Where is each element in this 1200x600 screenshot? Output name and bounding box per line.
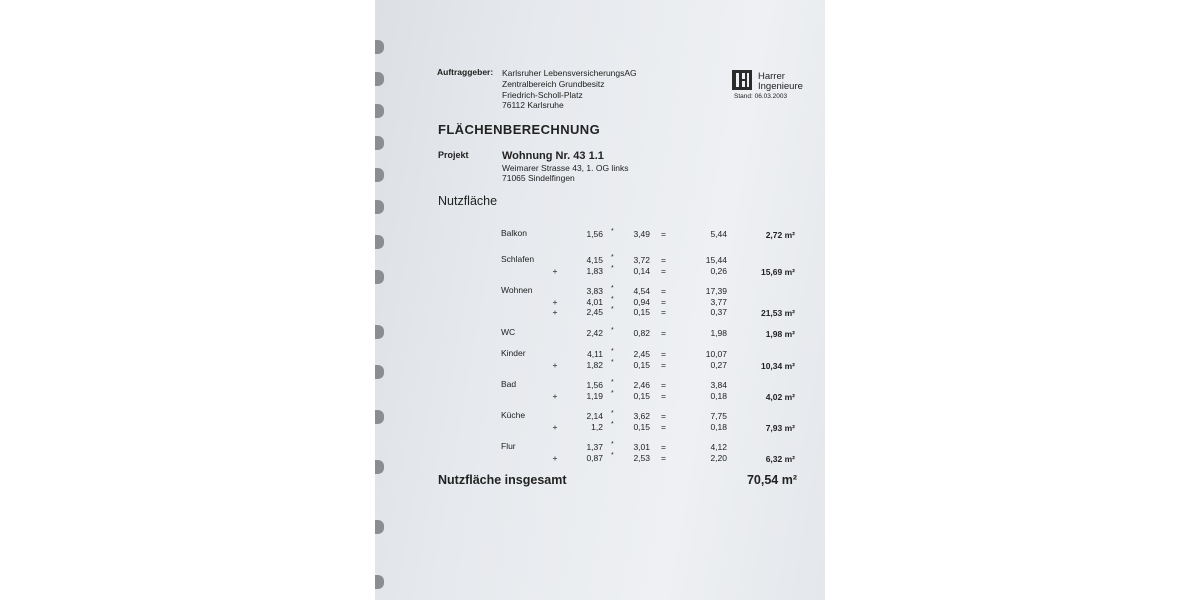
room-a-cell: 1,56 — [586, 229, 603, 239]
total-label: Nutzfläche insgesamt — [438, 473, 567, 487]
room-op-cell: * — [611, 410, 614, 417]
room-op-cell: * — [611, 285, 614, 292]
room-total: 10,34 m² — [760, 360, 795, 371]
room-a-cell: 4,01 — [586, 296, 603, 307]
project-label: Projekt — [438, 150, 469, 160]
room-name: Schlafen — [501, 254, 535, 264]
room-product-cell: 1,98 — [710, 328, 727, 338]
document-page — [375, 0, 825, 600]
room-eq-cell: = — [661, 328, 666, 338]
binder-hole — [375, 410, 384, 424]
room-product-cell: 4,12 — [710, 442, 727, 452]
total-value: 70,54 m² — [746, 473, 797, 487]
room-b-cell: 3,62 — [633, 411, 650, 421]
room-a-cell: 1,82 — [586, 359, 603, 370]
room-op-cell: * — [611, 379, 614, 386]
room-b-cell: 3,72 — [633, 255, 650, 265]
room-product-cell: 7,75 — [710, 411, 727, 421]
room-b-cell: 3,01 — [633, 442, 650, 452]
room-plus-cell: + — [552, 359, 558, 370]
room-a-cell: 3,83 — [586, 286, 603, 296]
room-total: 2,72 m² — [765, 230, 795, 240]
client-line: Friedrich-Scholl-Platz — [502, 90, 583, 100]
room-b-cell: 0,82 — [633, 328, 650, 338]
room-product-cell: 0,26 — [710, 265, 727, 276]
room-op-cell: * — [611, 441, 614, 448]
room-eq-cell: = — [661, 255, 666, 265]
room-op-cell: * — [611, 228, 614, 235]
room-plus-cell: + — [552, 421, 558, 432]
room-eq-cell: = — [661, 411, 666, 421]
room-op-cell: * — [611, 306, 614, 313]
binder-hole — [375, 460, 384, 474]
room-eq-cell: = — [661, 442, 666, 452]
room-product-cell: 3,84 — [710, 380, 727, 390]
binder-hole — [375, 270, 384, 284]
room-eq-cell: = — [661, 349, 666, 359]
room-name: Bad — [501, 379, 517, 389]
room-a-cell: 2,42 — [586, 328, 603, 338]
binder-hole — [375, 325, 384, 339]
room-name: Wohnen — [501, 285, 533, 295]
room-plus-cell: + — [552, 390, 558, 401]
client-line: Zentralbereich Grundbesitz — [502, 79, 605, 89]
room-total: 1,98 m² — [765, 329, 795, 339]
binder-hole — [375, 200, 384, 214]
room-eq-cell: = — [661, 452, 666, 463]
room-product-cell: 10,07 — [705, 349, 727, 359]
room-op-cell: * — [611, 254, 614, 261]
room-product-cell: 3,77 — [710, 296, 727, 307]
room-b-cell: 4,54 — [633, 286, 650, 296]
room-op-cell: * — [611, 358, 614, 366]
room-plus-cell: + — [552, 452, 558, 463]
room-eq-cell: = — [661, 380, 666, 390]
room-total: 15,69 m² — [760, 266, 795, 277]
room-product-cell: 2,20 — [710, 452, 727, 463]
room-product-cell: 0,37 — [710, 307, 727, 317]
room-op-cell: * — [611, 389, 614, 397]
binder-hole — [375, 136, 384, 150]
room-eq-cell: = — [661, 390, 666, 401]
binder-hole — [375, 40, 384, 54]
client-line: Karlsruher LebensversicherungsAG — [502, 68, 637, 78]
binder-hole — [375, 575, 384, 589]
company-name: Ingenieure — [758, 81, 803, 92]
binder-hole — [375, 235, 384, 249]
project-city: 71065 Sindelfingen — [502, 173, 575, 183]
room-eq-cell: = — [661, 421, 666, 432]
room-b-cell: 0,15 — [633, 307, 650, 317]
room-eq-cell: = — [661, 286, 666, 296]
room-product-cell: 5,44 — [710, 229, 727, 239]
room-name: WC — [501, 327, 516, 337]
room-b-cell: 2,45 — [633, 349, 650, 359]
page-title: FLÄCHENBERECHNUNG — [438, 122, 601, 137]
room-plus-cell: + — [552, 307, 558, 317]
room-a-cell: 0,87 — [586, 452, 603, 463]
room-op-cell: * — [611, 264, 614, 272]
room-a-cell: 4,11 — [587, 349, 603, 359]
stand-date: Stand: 06.03.2003 — [734, 93, 788, 100]
room-b-cell: 3,49 — [633, 229, 650, 239]
room-name: Flur — [501, 441, 516, 451]
room-eq-cell: = — [661, 307, 666, 317]
project-address: Weimarer Strasse 43, 1. OG links — [502, 163, 629, 173]
room-b-cell: 0,14 — [633, 265, 650, 276]
room-b-cell: 2,53 — [633, 452, 650, 463]
room-total: 21,53 m² — [760, 308, 795, 318]
room-product-cell: 15,44 — [705, 255, 727, 265]
room-total: 4,02 m² — [765, 391, 795, 402]
room-a-cell: 1,83 — [586, 265, 603, 276]
room-name: Kinder — [501, 348, 526, 358]
room-op-cell: * — [611, 295, 614, 303]
room-a-cell: 1,19 — [586, 390, 603, 401]
binder-hole — [375, 365, 384, 379]
binder-hole — [375, 104, 384, 118]
room-plus-cell: + — [552, 296, 558, 307]
room-eq-cell: = — [661, 229, 666, 239]
room-op-cell: * — [611, 451, 614, 459]
room-product-cell: 0,18 — [710, 390, 727, 401]
room-a-cell: 1,56 — [586, 380, 603, 390]
room-b-cell: 0,15 — [633, 359, 650, 370]
binder-hole — [375, 168, 384, 182]
company-logo-icon — [732, 70, 752, 90]
room-b-cell: 2,46 — [633, 380, 650, 390]
room-op-cell: * — [611, 348, 614, 355]
room-product-cell: 0,27 — [710, 359, 727, 370]
room-total: 6,32 m² — [765, 453, 795, 464]
room-eq-cell: = — [661, 265, 666, 276]
room-a-cell: 1,37 — [586, 442, 603, 452]
room-product-cell: 0,18 — [710, 421, 727, 432]
room-op-cell: * — [611, 327, 614, 334]
room-eq-cell: = — [661, 359, 666, 370]
section-title: Nutzfläche — [438, 194, 498, 208]
room-a-cell: 2,14 — [586, 411, 603, 421]
room-eq-cell: = — [661, 296, 666, 307]
room-a-cell: 1,2 — [591, 421, 603, 432]
room-total: 7,93 m² — [765, 422, 795, 433]
room-a-cell: 4,15 — [586, 255, 603, 265]
binder-hole — [375, 520, 384, 534]
room-b-cell: 0,15 — [633, 421, 650, 432]
room-op-cell: * — [611, 420, 614, 428]
room-a-cell: 2,45 — [586, 307, 603, 317]
client-line: 76112 Karlsruhe — [502, 100, 564, 110]
room-name: Balkon — [501, 228, 527, 238]
room-name: Küche — [501, 410, 526, 420]
room-plus-cell: + — [552, 265, 558, 276]
client-label: Auftraggeber: — [437, 67, 494, 77]
room-b-cell: 0,15 — [633, 390, 650, 401]
company-name: Harrer — [758, 71, 785, 82]
room-product-cell: 17,39 — [705, 286, 727, 296]
room-b-cell: 0,94 — [633, 296, 650, 307]
project-name: Wohnung Nr. 43 1.1 — [502, 150, 604, 162]
binder-hole — [375, 72, 384, 86]
